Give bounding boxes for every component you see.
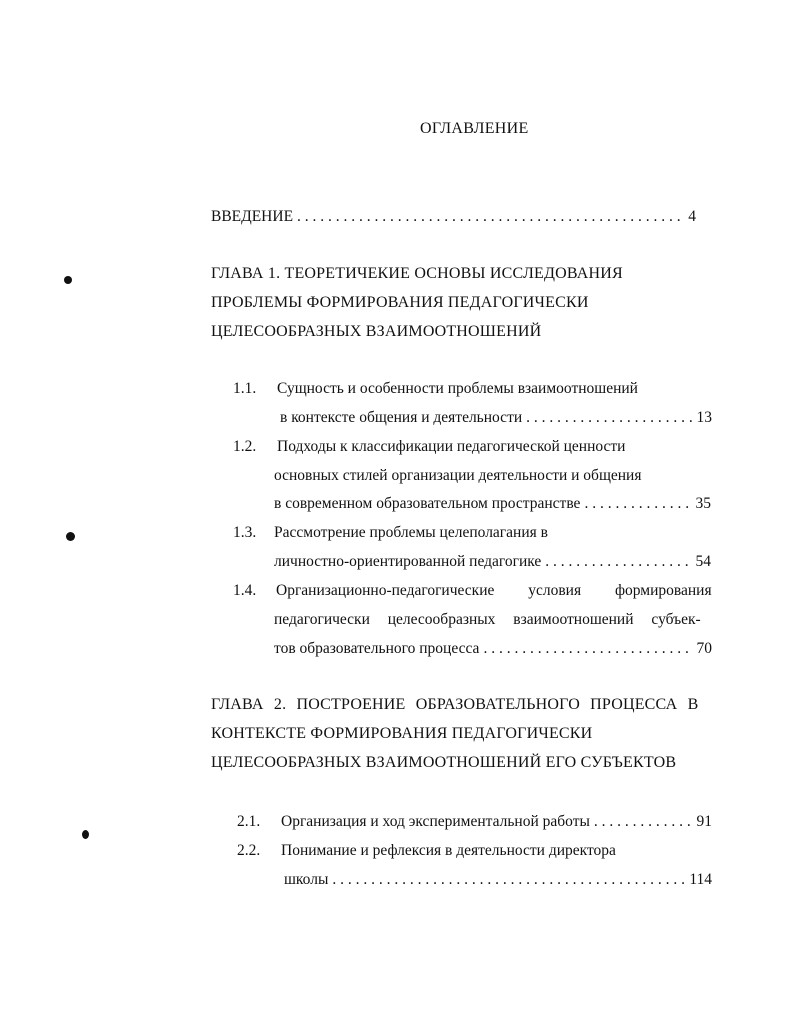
toc-entry-page: 54	[695, 553, 711, 570]
toc-entry-1-2	[274, 494, 711, 514]
chapter-2-heading-line: ГЛАВА 2. ПОСТРОЕНИЕ ОБРАЗОВАТЕЛЬНОГО ПРОЦЕССА В	[211, 696, 699, 713]
toc-entry-label: тов образовательного процесса	[274, 640, 480, 657]
dot-leader	[526, 408, 692, 428]
toc-entry-label: в современном образовательном пространстве	[274, 495, 581, 512]
section-text-line: Понимание и рефлексия в деятельности директора	[281, 842, 616, 859]
section-number: 1.1.	[233, 380, 257, 397]
toc-entry-page: 4	[688, 208, 696, 225]
chapter-1-heading-line: ЦЕЛЕСООБРАЗНЫХ ВЗАИМООТНОШЕНИЙ	[211, 323, 542, 340]
section-number: 1.2.	[233, 438, 257, 455]
section-text-line: педагогически целесообразных взаимоотношений субъек-	[274, 611, 701, 628]
section-number: 2.1.	[237, 813, 261, 830]
section-text-line: основных стилей организации деятельности и общения	[274, 467, 642, 484]
section-text-line-justified	[276, 581, 712, 601]
toc-entry-2-1	[281, 812, 712, 832]
toc-entry-intro	[211, 207, 696, 227]
toc-entry-label: школы	[284, 871, 329, 888]
section-text-line: Сущность и особенности проблемы взаимоотношений	[277, 380, 638, 397]
toc-entry-label: ВВЕДЕНИЕ	[211, 208, 294, 225]
section-text-line: Организационно-педагогические условия формирования	[276, 582, 712, 599]
scan-dot-mark	[82, 830, 89, 839]
chapter-2-heading-line: ЦЕЛЕСООБРАЗНЫХ ВЗАИМООТНОШЕНИЙ ЕГО СУБЪЕКТОВ	[211, 754, 677, 771]
dot-leader	[545, 552, 691, 572]
section-number: 2.2.	[237, 842, 261, 859]
toc-entry-label: в контексте общения и деятельности	[280, 409, 523, 426]
section-text-line: Рассмотрение проблемы целеполагания в	[274, 524, 548, 541]
scan-dot-mark	[66, 532, 75, 541]
toc-title: ОГЛАВЛЕНИЕ	[420, 120, 529, 137]
chapter-2-heading-line: КОНТЕКСТЕ ФОРМИРОВАНИЯ ПЕДАГОГИЧЕСКИ	[211, 725, 593, 742]
chapter-1-heading-line: ГЛАВА 1. ТЕОРЕТИЧЕКИЕ ОСНОВЫ ИССЛЕДОВАНИЯ	[211, 265, 623, 282]
toc-entry-page: 70	[696, 640, 712, 657]
dot-leader	[483, 639, 692, 659]
section-text-line: Подходы к классификации педагогической ценности	[277, 438, 626, 455]
toc-entry-2-2	[284, 870, 712, 890]
toc-entry-1-1	[280, 408, 712, 428]
dot-leader	[332, 870, 685, 890]
toc-entry-page: 114	[689, 871, 712, 888]
dot-leader	[594, 812, 693, 832]
toc-entry-1-4	[274, 639, 712, 659]
section-number: 1.4.	[233, 582, 257, 599]
dot-leader	[297, 207, 684, 227]
toc-entry-label: личностно-ориентированной педагогике	[274, 553, 542, 570]
scan-dot-mark	[64, 276, 72, 284]
dot-leader	[584, 494, 691, 514]
toc-entry-label: Организация и ход экспериментальной работы	[281, 813, 590, 830]
toc-entry-page: 91	[696, 813, 712, 830]
chapter-1-heading-line: ПРОБЛЕМЫ ФОРМИРОВАНИЯ ПЕДАГОГИЧЕСКИ	[211, 294, 589, 311]
section-text-line-justified	[274, 610, 712, 630]
toc-entry-page: 35	[695, 495, 711, 512]
section-number: 1.3.	[233, 524, 257, 541]
toc-entry-1-3	[274, 552, 711, 572]
toc-entry-page: 13	[696, 409, 712, 426]
